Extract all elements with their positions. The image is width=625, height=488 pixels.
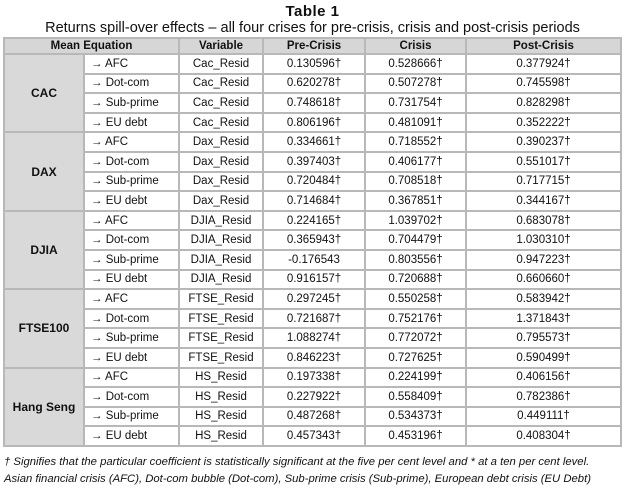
cell-variable: DJIA_Resid <box>179 270 263 290</box>
cell-post-crisis: 0.590499† <box>466 348 621 368</box>
cell-crisis: 0.534373† <box>365 407 466 427</box>
cell-post-crisis: 0.782386† <box>466 387 621 407</box>
cell-post-crisis: 0.717715† <box>466 172 621 192</box>
cell-equation: → EU debt <box>84 191 179 211</box>
cell-equation: → Dot-com <box>84 152 179 172</box>
cell-post-crisis: 0.406156† <box>466 368 621 388</box>
table-row <box>4 348 621 368</box>
cell-variable: Dax_Resid <box>179 152 263 172</box>
cell-crisis: 0.718552† <box>365 132 466 152</box>
cell-variable: Cac_Resid <box>179 93 263 113</box>
cell-pre-crisis: 0.721687† <box>263 309 365 329</box>
table-row <box>4 132 621 152</box>
cell-variable: DJIA_Resid <box>179 230 263 250</box>
cell-variable: FTSE_Resid <box>179 289 263 309</box>
cell-variable: HS_Resid <box>179 407 263 427</box>
cell-variable: FTSE_Resid <box>179 348 263 368</box>
cell-crisis: 0.731754† <box>365 93 466 113</box>
cell-crisis: 0.772072† <box>365 328 466 348</box>
cell-post-crisis: 0.344167† <box>466 191 621 211</box>
cell-pre-crisis: 1.088274† <box>263 328 365 348</box>
cell-pre-crisis: 0.806196† <box>263 113 365 133</box>
cell-crisis: 0.453196† <box>365 426 466 446</box>
cell-crisis: 1.039702† <box>365 211 466 231</box>
cell-variable: HS_Resid <box>179 387 263 407</box>
cell-variable: Cac_Resid <box>179 74 263 94</box>
table-row <box>4 172 621 192</box>
cell-variable: DJIA_Resid <box>179 211 263 231</box>
cell-crisis: 0.558409† <box>365 387 466 407</box>
cell-crisis: 0.708518† <box>365 172 466 192</box>
cell-post-crisis: 0.583942† <box>466 289 621 309</box>
cell-variable: DJIA_Resid <box>179 250 263 270</box>
cell-post-crisis: 0.408304† <box>466 426 621 446</box>
table-row <box>4 152 621 172</box>
cell-crisis: 0.507278† <box>365 74 466 94</box>
cell-variable: Cac_Resid <box>179 113 263 133</box>
cell-variable: Dax_Resid <box>179 172 263 192</box>
cell-variable: FTSE_Resid <box>179 309 263 329</box>
cell-post-crisis: 0.660660† <box>466 270 621 290</box>
cell-post-crisis: 0.390237† <box>466 132 621 152</box>
table-row <box>4 230 621 250</box>
table-row <box>4 211 621 231</box>
cell-variable: HS_Resid <box>179 368 263 388</box>
header-variable: Variable <box>179 38 263 54</box>
cell-post-crisis: 0.795573† <box>466 328 621 348</box>
cell-equation: → Sub-prime <box>84 93 179 113</box>
group-label: DAX <box>4 132 84 210</box>
cell-variable: Dax_Resid <box>179 191 263 211</box>
cell-post-crisis: 0.947223† <box>466 250 621 270</box>
footnote-significance: † Signifies that the particular coefficient is statistically significant at the five per cent level and * at a ten per cent level. <box>4 456 590 468</box>
cell-equation: → EU debt <box>84 270 179 290</box>
table-row <box>4 426 621 446</box>
table-row <box>4 387 621 407</box>
cell-post-crisis: 0.683078† <box>466 211 621 231</box>
table-title: Table 1 <box>285 3 340 20</box>
cell-pre-crisis: 0.720484† <box>263 172 365 192</box>
header-crisis: Crisis <box>365 38 466 54</box>
cell-pre-crisis: 0.197338† <box>263 368 365 388</box>
group-label: DJIA <box>4 211 84 289</box>
cell-equation: → AFC <box>84 368 179 388</box>
table-row <box>4 270 621 290</box>
table-row <box>4 74 621 94</box>
cell-post-crisis: 0.352222† <box>466 113 621 133</box>
cell-equation: → Sub-prime <box>84 328 179 348</box>
table-row <box>4 191 621 211</box>
cell-equation: → AFC <box>84 132 179 152</box>
table-row <box>4 309 621 329</box>
cell-post-crisis: 0.551017† <box>466 152 621 172</box>
table-subtitle: Returns spill-over effects – all four crises for pre-crisis, crisis and post-crisis periods <box>45 20 580 36</box>
cell-pre-crisis: 0.227922† <box>263 387 365 407</box>
cell-pre-crisis: 0.297245† <box>263 289 365 309</box>
cell-pre-crisis: 0.714684† <box>263 191 365 211</box>
group-label: Hang Seng <box>4 368 84 446</box>
cell-equation: → Dot-com <box>84 74 179 94</box>
cell-pre-crisis: 0.224165† <box>263 211 365 231</box>
group-label: FTSE100 <box>4 289 84 367</box>
cell-equation: → AFC <box>84 289 179 309</box>
header-row <box>4 38 621 54</box>
cell-equation: → AFC <box>84 54 179 74</box>
cell-pre-crisis: 0.846223† <box>263 348 365 368</box>
cell-post-crisis: 0.377924† <box>466 54 621 74</box>
cell-crisis: 0.367851† <box>365 191 466 211</box>
cell-equation: → Sub-prime <box>84 172 179 192</box>
cell-crisis: 0.550258† <box>365 289 466 309</box>
cell-variable: Dax_Resid <box>179 132 263 152</box>
header-pre-crisis: Pre-Crisis <box>263 38 365 54</box>
cell-pre-crisis: 0.334661† <box>263 132 365 152</box>
cell-crisis: 0.406177† <box>365 152 466 172</box>
cell-pre-crisis: 0.130596† <box>263 54 365 74</box>
table-row <box>4 407 621 427</box>
table-row <box>4 113 621 133</box>
header-mean-equation: Mean Equation <box>4 38 179 54</box>
cell-pre-crisis: 0.365943† <box>263 230 365 250</box>
cell-post-crisis: 1.371843† <box>466 309 621 329</box>
cell-post-crisis: 0.828298† <box>466 93 621 113</box>
cell-crisis: 0.481091† <box>365 113 466 133</box>
cell-crisis: 0.752176† <box>365 309 466 329</box>
cell-post-crisis: 0.745598† <box>466 74 621 94</box>
cell-post-crisis: 1.030310† <box>466 230 621 250</box>
cell-equation: → AFC <box>84 211 179 231</box>
table-row <box>4 250 621 270</box>
cell-equation: → Dot-com <box>84 387 179 407</box>
table-row <box>4 368 621 388</box>
cell-crisis: 0.727625† <box>365 348 466 368</box>
cell-equation: → EU debt <box>84 348 179 368</box>
table-row <box>4 93 621 113</box>
footnote-abbreviations: Asian financial crisis (AFC), Dot-com bubble (Dot-com), Sub-prime crisis (Sub-prime), European debt crisis (EU Debt) <box>4 473 591 485</box>
cell-pre-crisis: 0.397403† <box>263 152 365 172</box>
cell-crisis: 0.704479† <box>365 230 466 250</box>
cell-equation: → EU debt <box>84 113 179 133</box>
cell-equation: → Sub-prime <box>84 250 179 270</box>
cell-pre-crisis: 0.457343† <box>263 426 365 446</box>
table-row <box>4 54 621 74</box>
cell-equation: → EU debt <box>84 426 179 446</box>
cell-post-crisis: 0.449111† <box>466 407 621 427</box>
table-row <box>4 328 621 348</box>
cell-crisis: 0.803556† <box>365 250 466 270</box>
table-row <box>4 289 621 309</box>
results-table <box>3 37 622 447</box>
cell-crisis: 0.224199† <box>365 368 466 388</box>
cell-pre-crisis: 0.916157† <box>263 270 365 290</box>
cell-variable: HS_Resid <box>179 426 263 446</box>
header-post-crisis: Post-Crisis <box>466 38 621 54</box>
cell-pre-crisis: 0.487268† <box>263 407 365 427</box>
group-label: CAC <box>4 54 84 132</box>
cell-equation: → Dot-com <box>84 309 179 329</box>
cell-pre-crisis: 0.620278† <box>263 74 365 94</box>
cell-equation: → Dot-com <box>84 230 179 250</box>
cell-equation: → Sub-prime <box>84 407 179 427</box>
cell-crisis: 0.528666† <box>365 54 466 74</box>
cell-variable: FTSE_Resid <box>179 328 263 348</box>
cell-pre-crisis: -0.176543 <box>263 250 365 270</box>
cell-crisis: 0.720688† <box>365 270 466 290</box>
cell-variable: Cac_Resid <box>179 54 263 74</box>
cell-pre-crisis: 0.748618† <box>263 93 365 113</box>
